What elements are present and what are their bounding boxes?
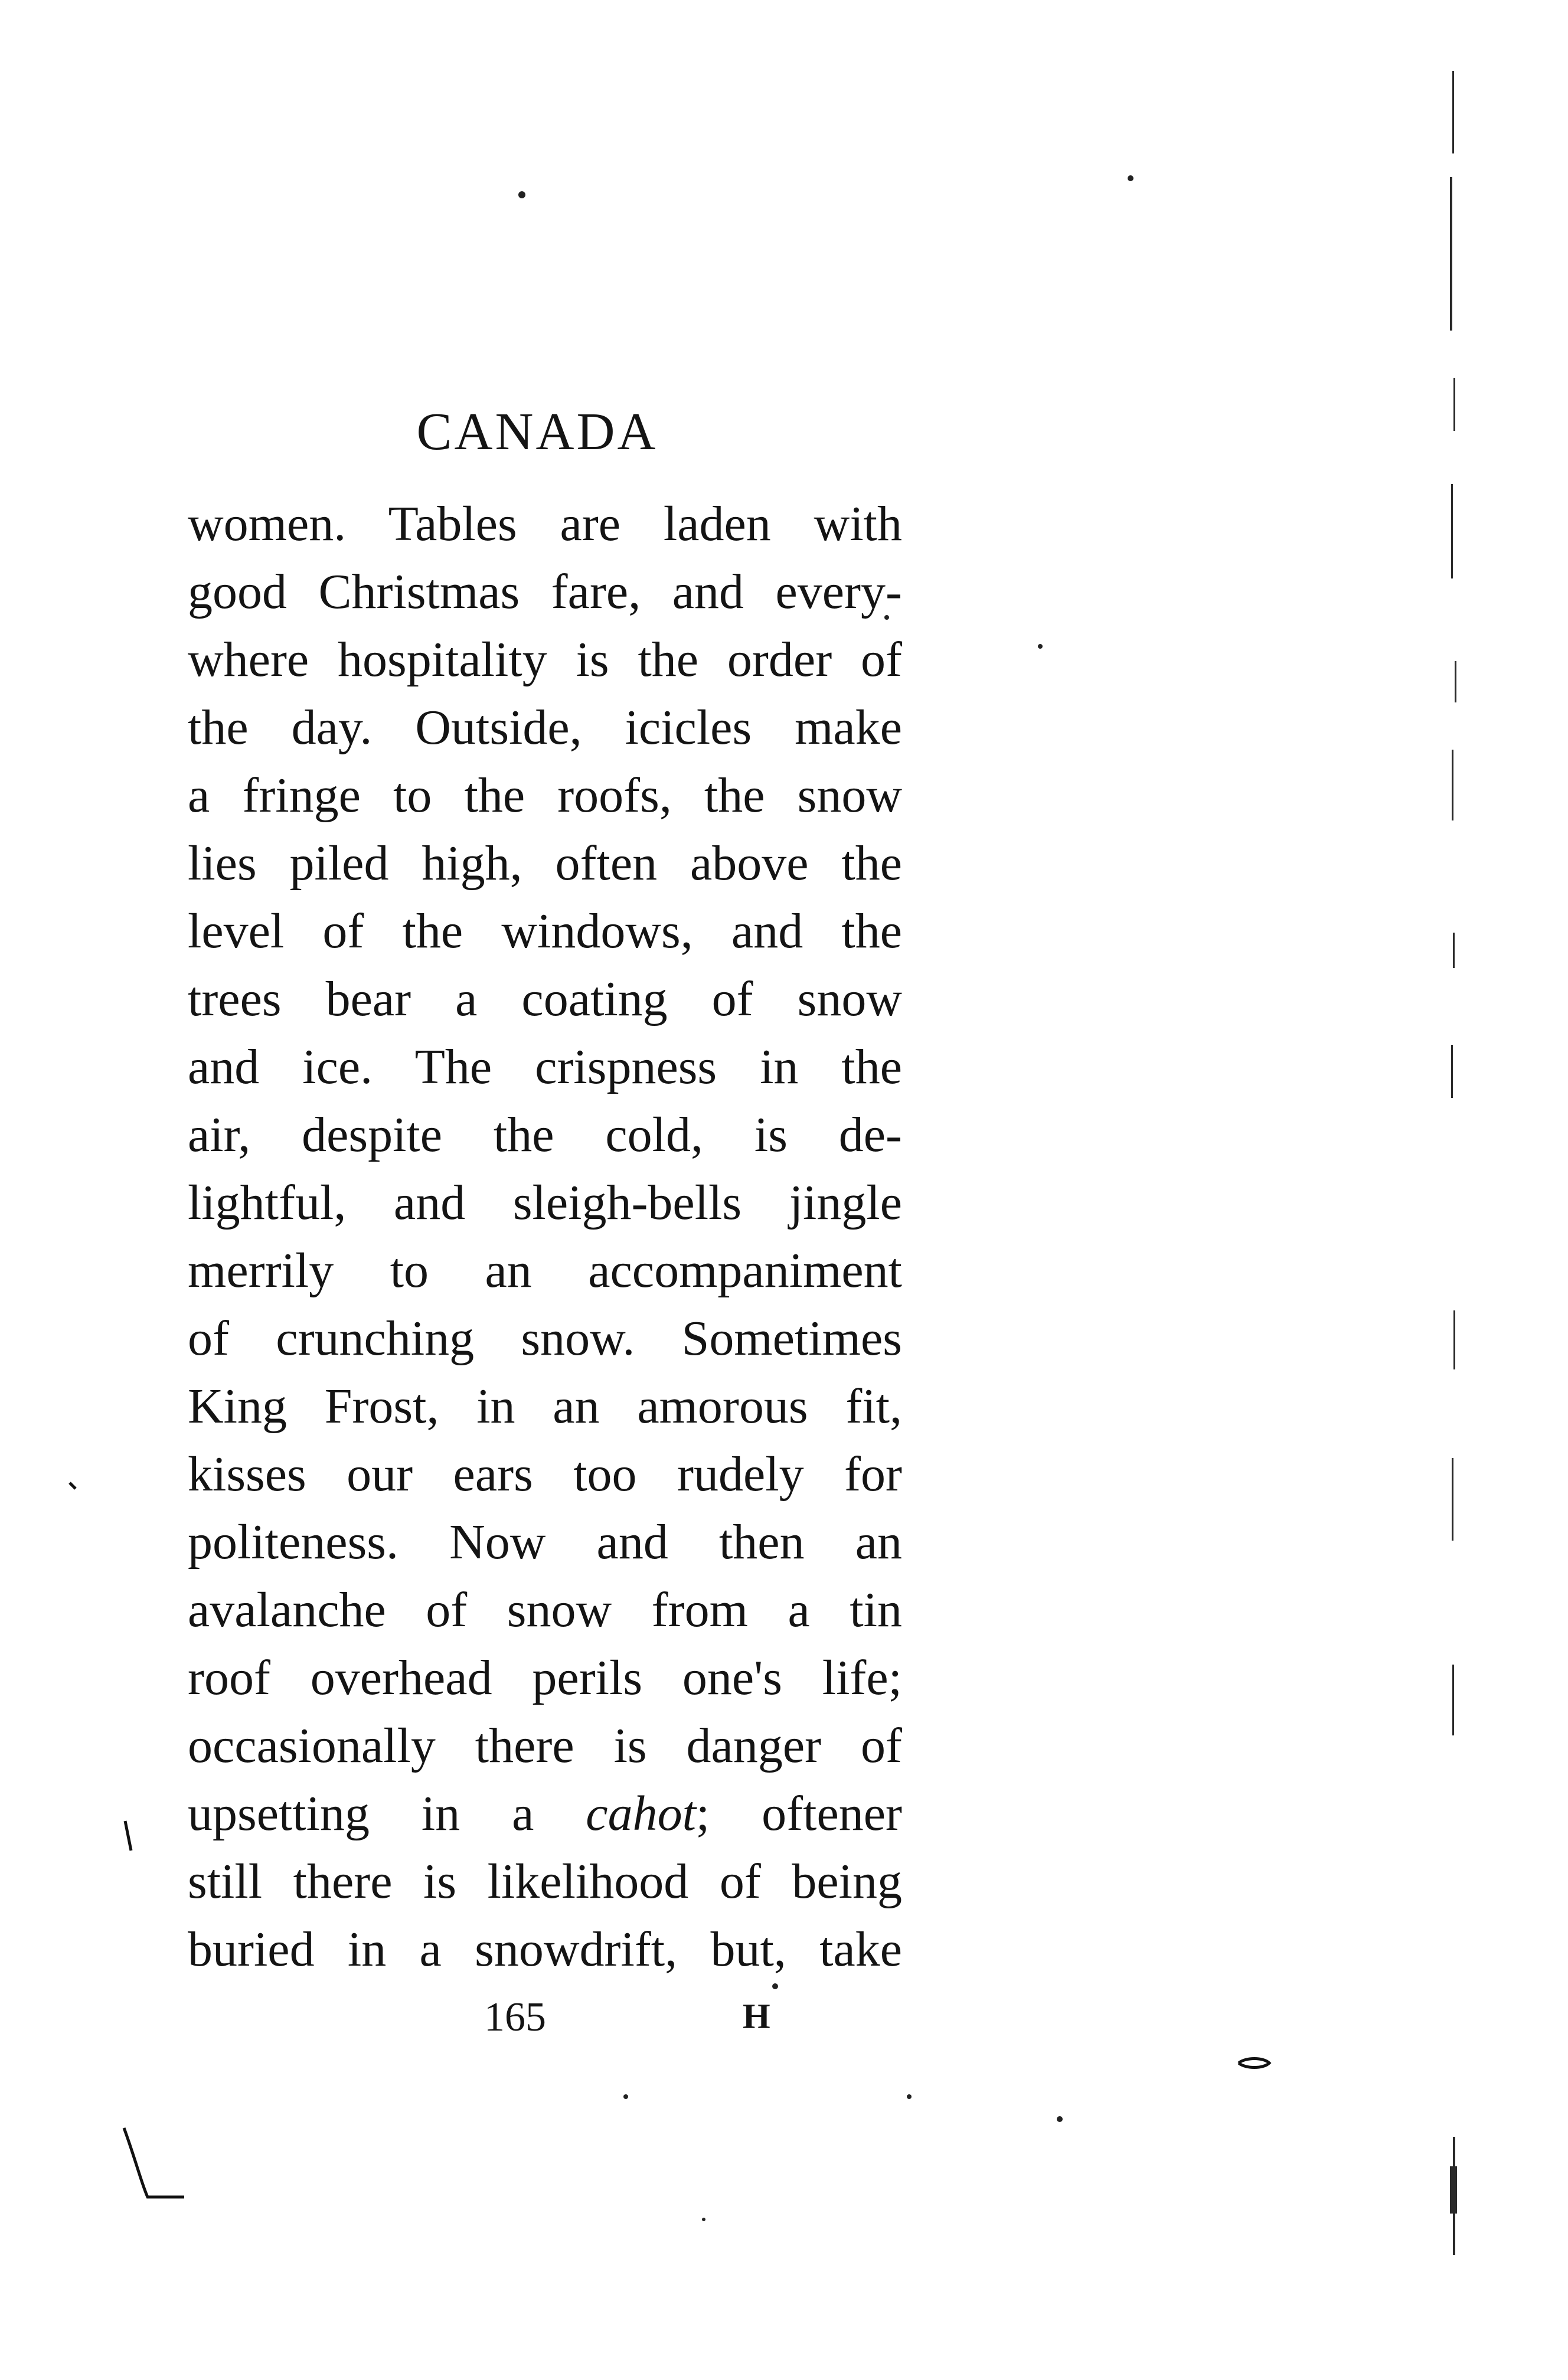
text-line: avalanche of snow from a tin — [188, 1583, 902, 1637]
text-line-with-italic — [188, 1780, 902, 1848]
page-number: 165 — [484, 1995, 546, 2040]
body-text — [188, 490, 902, 1983]
text-line: buried in a snowdrift, but, take — [188, 1922, 902, 1977]
text-line: lies piled high, often above the — [188, 836, 902, 891]
text-line: the day. Outside, icicles make — [188, 700, 902, 755]
page-footer — [0, 1994, 1568, 2059]
text-line: roof overhead perils one's life; — [188, 1650, 902, 1705]
text-line: level of the windows, and the — [188, 904, 902, 959]
text-line: King Frost, in an amorous fit, — [188, 1379, 902, 1434]
text-line: occasionally there is danger of — [188, 1718, 902, 1773]
text-run: upsetting in a — [188, 1786, 586, 1841]
text-line: trees bear a coating of snow — [188, 972, 902, 1026]
text-line: a fringe to the roofs, the snow — [188, 768, 902, 823]
text-line: where hospitality is the order of — [188, 632, 902, 687]
text-line: kisses our ears too rudely for — [188, 1447, 902, 1502]
text-line: good Christmas fare, and every- — [188, 564, 902, 619]
text-line: still there is likelihood of being — [188, 1854, 902, 1909]
text-run: ; oftener — [695, 1786, 902, 1841]
text-line: merrily to an accompaniment — [188, 1243, 902, 1298]
running-head: CANADA — [416, 403, 658, 461]
signature-mark: H — [743, 1997, 770, 2036]
text-line: women. Tables are laden with — [188, 496, 902, 551]
text-line: lightful, and sleigh-bells jingle — [188, 1175, 902, 1230]
text-line: and ice. The crispness in the — [188, 1039, 902, 1094]
text-line: of crunching snow. Sometimes — [188, 1311, 902, 1366]
text-line: politeness. Now and then an — [188, 1515, 902, 1570]
italic-word: cahot — [586, 1786, 696, 1841]
text-line: air, despite the cold, is de- — [188, 1107, 902, 1162]
